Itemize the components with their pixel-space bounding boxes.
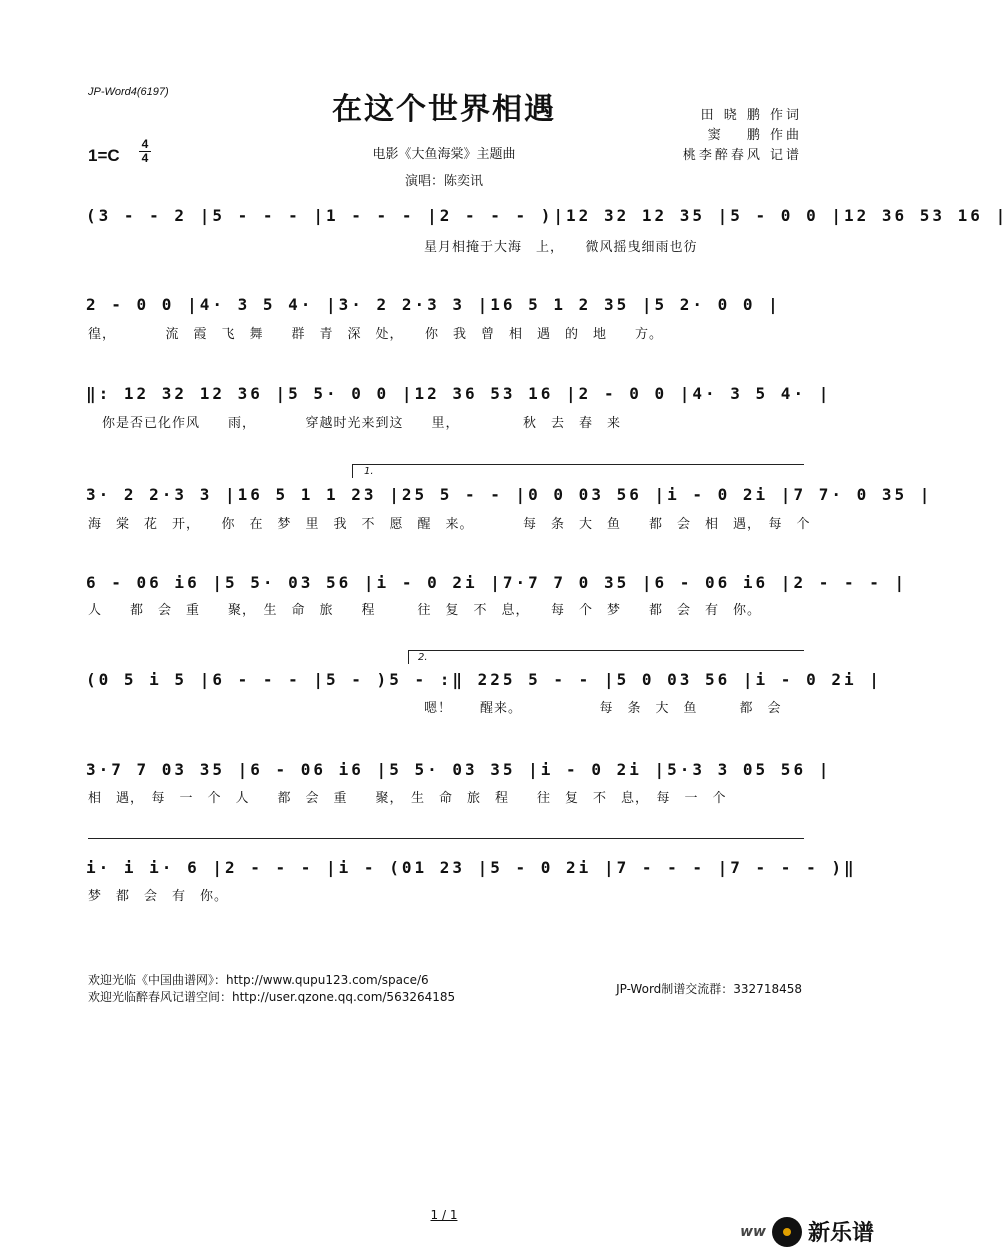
software-version: JP-Word4(6197): [88, 86, 169, 98]
key-signature: 1=C: [88, 146, 120, 165]
volta-number-2: 2.: [418, 652, 428, 663]
song-title: 在这个世界相遇: [332, 92, 556, 127]
notation-line-7: 3·7 7 03 35 |6 - 06 i6 |5 5· 03 35 |i - 0 2i |5·3 3 05 56 |: [86, 760, 832, 779]
lyrics-line-4: 海 棠 花 开， 你 在 梦 里 我 不 愿 醒 来。 每 条 大 鱼 都 会 相 遇， 每 个: [88, 517, 811, 532]
lyrics-line-7: 相 遇， 每 一 个 人 都 会 重 聚， 生 命 旅 程 往 复 不 息， 每 一 个: [88, 791, 727, 806]
composer-credit: 窦 鹏 作曲: [707, 128, 802, 143]
notation-line-5: 6 - 06 i6 |5 5· 03 56 |i - 0 2i |7·7 7 0 35 |6 - 06 i6 |2 - - - |: [86, 573, 908, 592]
volta-bracket-1: [352, 464, 804, 465]
record-disc-icon: [772, 1217, 802, 1247]
page-number: 1 / 1: [430, 1208, 458, 1222]
notation-line-1: (3 - - 2 |5 - - - |1 - - - |2 - - - )|12 32 12 35 |5 - 0 0 |12 36 53 16 |: [86, 206, 1008, 225]
lyrics-line-8: 梦 都 会 有 你。: [88, 889, 229, 904]
site-logo[interactable]: [740, 1216, 874, 1247]
subtitle: 电影《大鱼海棠》主题曲: [372, 147, 516, 162]
qq-group: JP-Word制谱交流群：332718458: [616, 982, 802, 996]
footer-link-2[interactable]: 欢迎光临醉春风记谱空间：http://user.qzone.qq.com/563264185: [88, 990, 456, 1004]
time-signature-bottom: 4: [141, 151, 149, 165]
notation-line-3: ‖: 12 32 12 36 |5 5· 0 0 |12 36 53 16 |2 - 0 0 |4· 3 5 4· |: [86, 384, 832, 403]
notation-line-6: (0 5 i 5 |6 - - - |5 - )5 - :‖ 225 5 - - |5 0 03 56 |i - 0 2i |: [86, 670, 882, 689]
transcriber-credit: 桃李醉春风 记谱: [682, 148, 802, 163]
volta-tick-1: [352, 464, 353, 478]
notation-line-2: 2 - 0 0 |4· 3 5 4· |3· 2 2·3 3 |16 5 1 2 35 |5 2· 0 0 |: [86, 295, 781, 314]
lyrics-line-2: 徨， 流 霞 飞 舞 群 青 深 处， 你 我 曾 相 遇 的 地 方。: [88, 327, 664, 342]
notation-line-8: i· i i· 6 |2 - - - |i - (01 23 |5 - 0 2i |7 - - - |7 - - - )‖: [86, 858, 857, 877]
credits: [683, 106, 802, 166]
singer: 演唱：陈奕讯: [404, 174, 483, 189]
logo-text: 新乐谱: [807, 1221, 874, 1246]
volta-tick-2: [408, 650, 409, 664]
lyrics-line-6: 嗯！ 醒来。 每 条 大 鱼 都 会: [88, 701, 782, 716]
footer-link-1[interactable]: 欢迎光临《中国曲谱网》：http://www.qupu123.com/space/6: [88, 973, 429, 987]
lyrics-line-3: 你是否已化作风 雨， 穿越时光来到这 里， 秋 去 春 来: [88, 416, 622, 431]
lyrics-line-5: 人 都 会 重 聚， 生 命 旅 程 往 复 不 息， 每 个 梦 都 会 有 你。: [88, 603, 762, 618]
footer-links: [88, 972, 455, 1006]
section-bracket: [88, 838, 804, 839]
volta-number-1: 1.: [364, 466, 374, 477]
lyrics-line-1: 星月相掩于大海 上， 微风摇曳细雨也彷: [88, 240, 698, 255]
time-signature-top: 4: [141, 137, 149, 151]
volta-bracket-2: [408, 650, 804, 651]
lyricist-credit: 田 晓 鹏 作词: [700, 108, 802, 123]
logo-prefix: ww: [740, 1223, 766, 1240]
notation-line-4: 3· 2 2·3 3 |16 5 1 1 23 |25 5 - - |0 0 03 56 |i - 0 2i |7 7· 0 35 |: [86, 485, 933, 504]
